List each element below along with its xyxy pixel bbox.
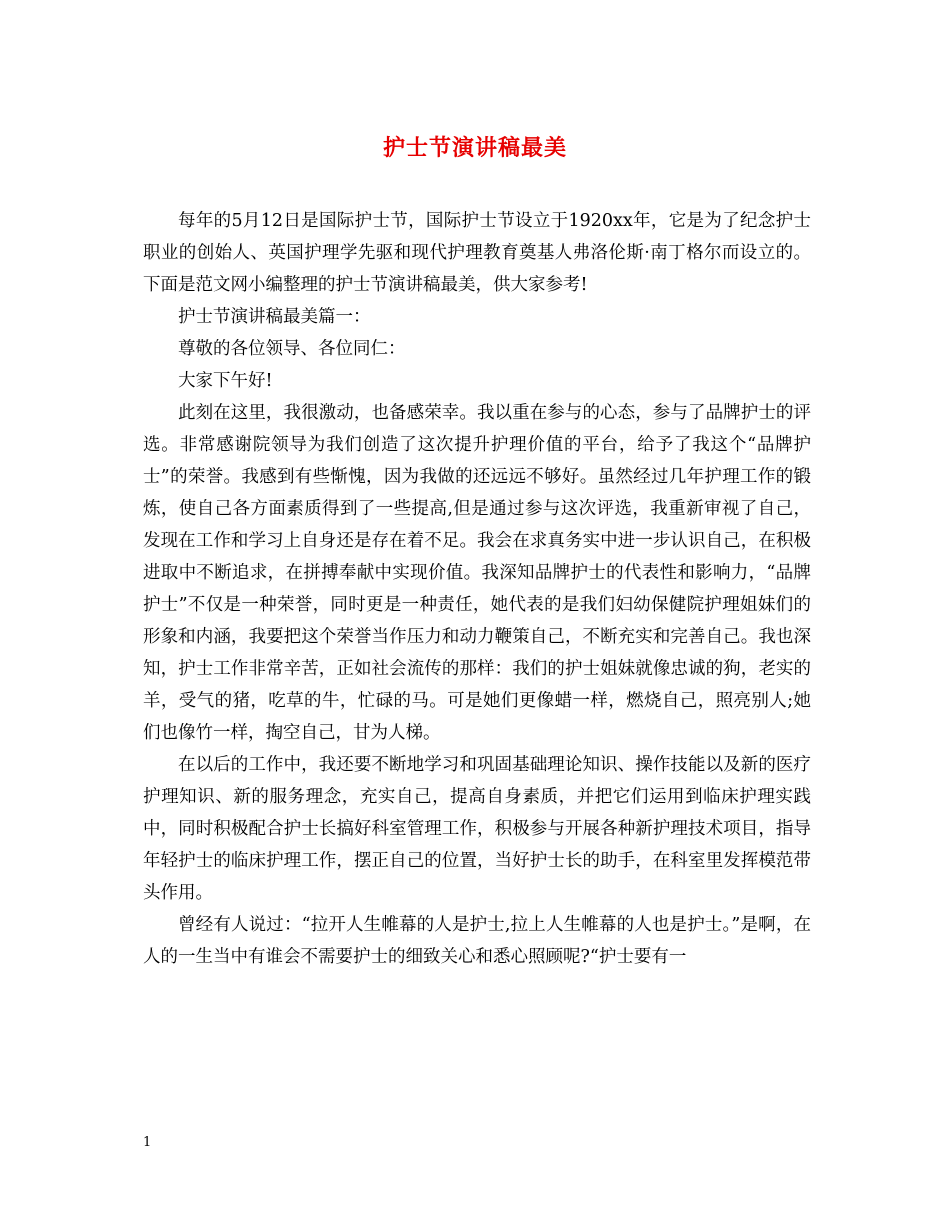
paragraph-body-1: 此刻在这里，我很激动，也备感荣幸。我以重在参与的心态，参与了品牌护士的评选。非常感谢院领导为我们创造了这次提升护理价值的平台，给予了我这个“品牌护士”的荣誉。我感到有些惭愧，因为我做的还远远不够好。虽然经过几年护理工作的锻炼，使自己各方面素质得到了一些提高,但是通过参与这次评选，我重新审视了自己，发现在工作和学习上自身还是存在着不足。我会在求真务实中进一步认识自己，在积极进取中不断追求，在拼搏奉献中实现价值。我深知品牌护士的代表性和影响力，“品牌护士”不仅是一种荣誉，同时更是一种责任，她代表的是我们妇幼保健院护理姐妹们的形象和内涵，我要把这个荣誉当作压力和动力鞭策自己，不断充实和完善自己。我也深知，护士工作非常辛苦，正如社会流传的那样：我们的护士姐妹就像忠诚的狗，老实的羊，受气的猪，吃草的牛，忙碌的马。可是她们更像蜡一样，燃烧自己，照亮别人;她们也像竹一样，掏空自己，甘为人梯。 xyxy=(143,403,811,743)
paragraph-body-3: 曾经有人说过：“拉开人生帷幕的人是护士,拉上人生帷幕的人也是护士。”是啊，在人的一生当中有谁会不需要护士的细致关心和悉心照顾呢?“护士要有一 xyxy=(143,915,811,967)
document-title: 护士节演讲稿最美 xyxy=(382,135,567,161)
document-body xyxy=(143,205,811,973)
paragraph-salutation: 尊敬的各位领导、各位同仁： xyxy=(178,339,406,359)
paragraph-section-heading: 护士节演讲稿最美篇一： xyxy=(178,307,371,327)
paragraph-intro: 每年的5月12日是国际护士节，国际护士节设立于1920xx年，它是为了纪念护士职业的创始人、英国护理学先驱和现代护理教育奠基人弗洛伦斯·南丁格尔而设立的。下面是范文网小编整理的护士节演讲稿最美，供大家参考! xyxy=(143,211,811,295)
paragraph-greeting: 大家下午好! xyxy=(178,371,273,391)
paragraph-body-2: 在以后的工作中，我还要不断地学习和巩固基础理论知识、操作技能以及新的医疗护理知识、新的服务理念，充实自己，提高自身素质，并把它们运用到临床护理实践中，同时积极配合护士长搞好科室管理工作，积极参与开展各种新护理技术项目，指导年轻护士的临床护理工作，摆正自己的位置，当好护士长的助手，在科室里发挥模范带头作用。 xyxy=(143,755,811,903)
page-number: 1 xyxy=(143,1135,152,1150)
